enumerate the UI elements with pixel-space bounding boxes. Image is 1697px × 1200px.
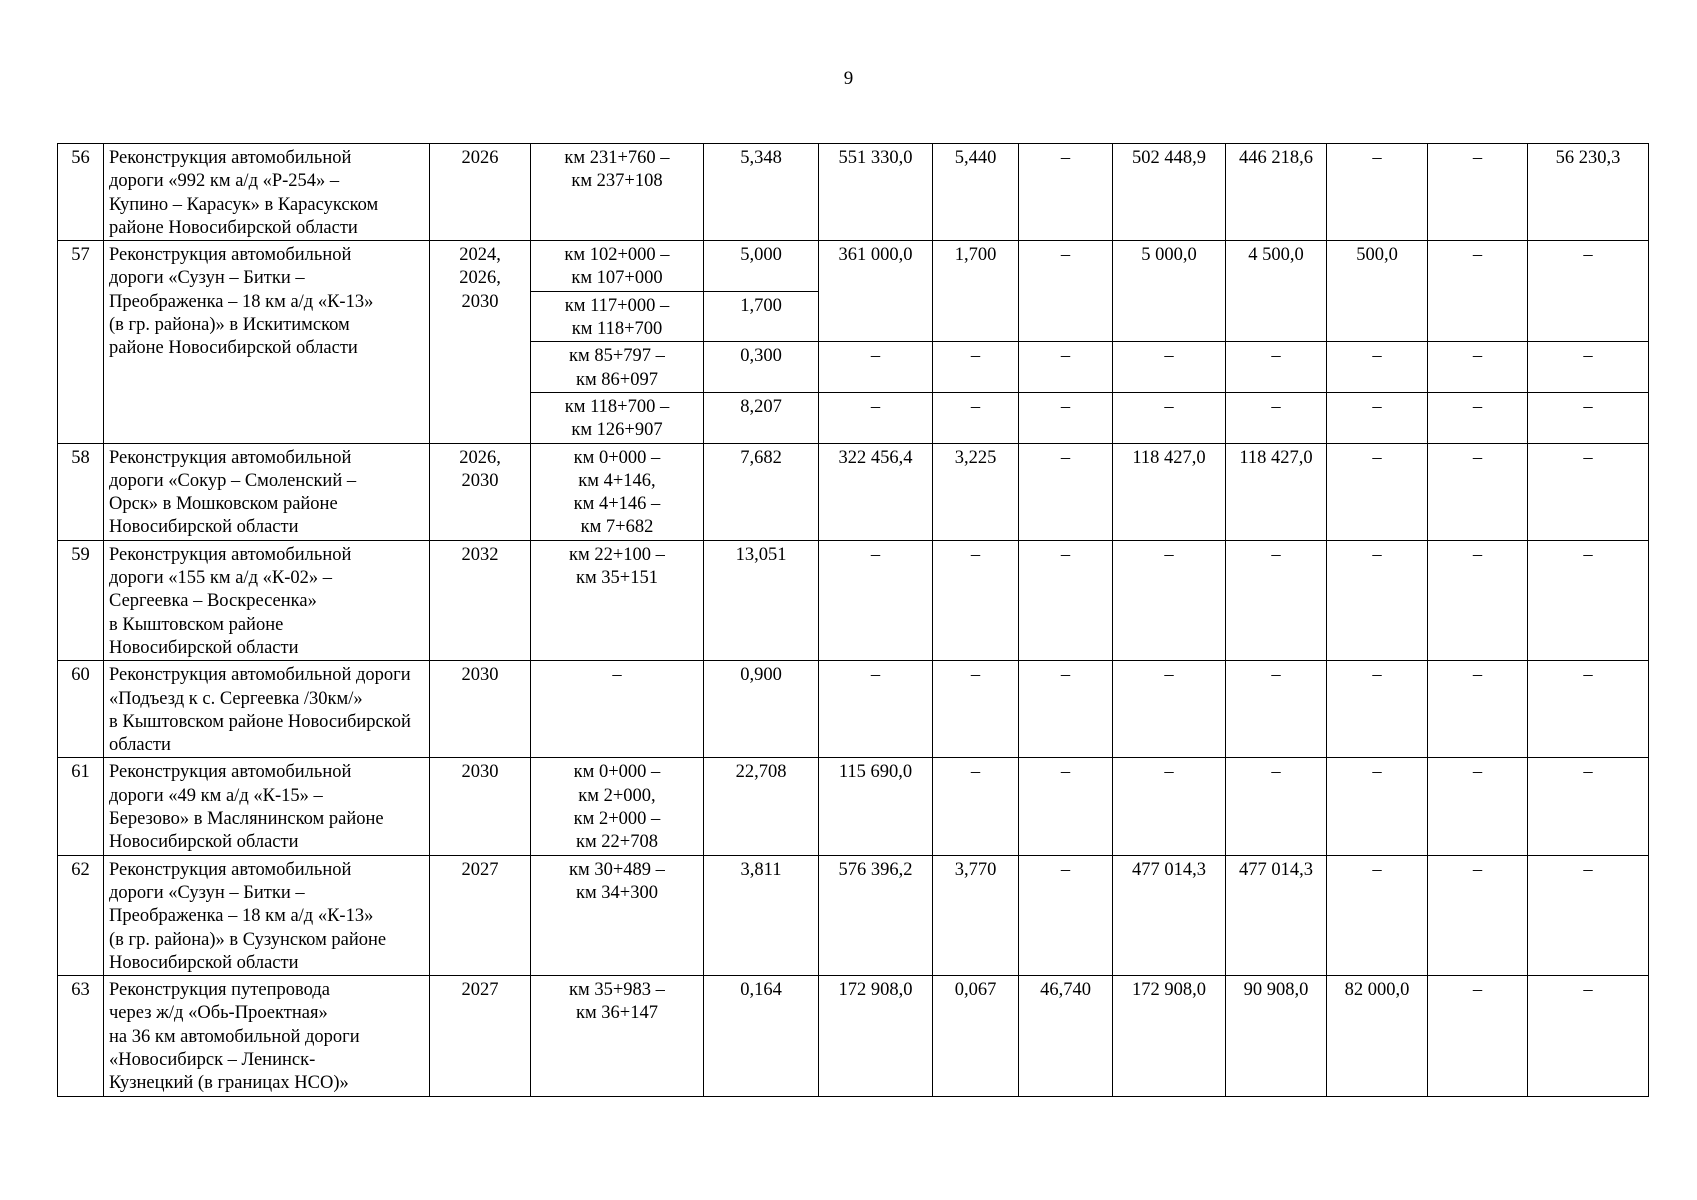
value-cell: – (819, 392, 933, 443)
text-line: 2026 (461, 148, 499, 168)
text-line: в Кыштовском районе (109, 614, 284, 635)
value-cell: – (1428, 342, 1528, 393)
object-name-cell (104, 661, 430, 758)
text-line: через ж/д «Обь-Проектная» (109, 1003, 328, 1024)
row-number-cell: 61 (58, 758, 104, 855)
text-line: км 2+000, (578, 785, 656, 806)
length-cell: 7,682 (704, 443, 819, 540)
years-cell (430, 976, 531, 1096)
table-row (58, 661, 1649, 758)
text-line: 2026, (459, 268, 501, 289)
row-number-cell: 56 (58, 144, 104, 241)
table-row (58, 976, 1649, 1096)
years-cell (430, 758, 531, 855)
value-cell: 90 908,0 (1226, 976, 1327, 1096)
km-section-cell (531, 661, 704, 758)
km-section-cell (531, 758, 704, 855)
value-cell: 551 330,0 (819, 144, 933, 241)
value-cell: 446 218,6 (1226, 144, 1327, 241)
value-cell: – (1528, 392, 1649, 443)
value-cell: – (933, 392, 1019, 443)
years-cell (430, 855, 531, 975)
value-cell: 56 230,3 (1528, 144, 1649, 241)
text-line: км 0+000 – (573, 447, 661, 468)
text-line: Преображенка – 18 км а/д «К-13» (109, 291, 374, 312)
text-line: 2027 (461, 980, 499, 1001)
table-row (58, 443, 1649, 540)
text-line: км 237+108 (571, 171, 663, 192)
value-cell: – (1327, 342, 1428, 393)
table-row (58, 855, 1649, 975)
value-cell: – (1528, 855, 1649, 975)
value-cell: – (1327, 540, 1428, 660)
value-cell: – (1226, 540, 1327, 660)
text-line: 2030 (461, 762, 499, 783)
length-cell: 22,708 (704, 758, 819, 855)
value-cell: – (1019, 443, 1113, 540)
text-line: Реконструкция автомобильной (109, 762, 352, 783)
text-line: км 231+760 – (564, 148, 670, 168)
text-line: км 0+000 – (573, 762, 661, 783)
value-cell: – (1019, 855, 1113, 975)
row-number-cell: 59 (58, 540, 104, 660)
text-line: – (612, 665, 622, 686)
text-line: 2030 (461, 665, 499, 686)
length-cell: 0,900 (704, 661, 819, 758)
value-cell: – (1019, 342, 1113, 393)
value-cell: – (933, 540, 1019, 660)
road-reconstruction-table (57, 143, 1649, 1097)
text-line: дороги «Сокур – Смоленский – (109, 470, 357, 491)
object-name-cell (104, 758, 430, 855)
row-number-cell: 57 (58, 241, 104, 443)
value-cell: – (1528, 758, 1649, 855)
value-cell: – (1528, 241, 1649, 342)
text-line: км 117+000 – (564, 295, 670, 316)
value-cell: – (1226, 661, 1327, 758)
table-row (58, 241, 1649, 292)
text-line: Реконструкция автомобильной дороги (109, 665, 411, 686)
value-cell: 322 456,4 (819, 443, 933, 540)
row-number-cell: 58 (58, 443, 104, 540)
value-cell: 477 014,3 (1226, 855, 1327, 975)
value-cell: – (1113, 661, 1226, 758)
value-cell: 361 000,0 (819, 241, 933, 342)
value-cell: – (1327, 144, 1428, 241)
value-cell: – (933, 342, 1019, 393)
text-line: км 22+100 – (569, 544, 665, 565)
text-line: (в гр. района)» в Сузунском районе (109, 929, 387, 950)
value-cell: – (1428, 661, 1528, 758)
value-cell: – (1528, 443, 1649, 540)
text-line: км 2+000 – (573, 809, 661, 830)
value-cell: 5 000,0 (1113, 241, 1226, 342)
value-cell: – (819, 661, 933, 758)
value-cell: – (1226, 342, 1327, 393)
value-cell: – (1428, 443, 1528, 540)
object-name-cell (104, 241, 430, 443)
value-cell: – (1428, 241, 1528, 342)
text-line: Сергеевка – Воскресенка» (109, 591, 317, 612)
value-cell: – (1428, 144, 1528, 241)
text-line: Реконструкция автомобильной (109, 245, 352, 266)
text-line: дороги «49 км а/д «К-15» – (109, 785, 323, 806)
value-cell: 118 427,0 (1226, 443, 1327, 540)
km-section-cell (531, 342, 704, 393)
text-line: «Подъезд к с. Сергеевка /30км/» (109, 688, 363, 709)
text-line: Кузнецкий (в границах НСО)» (109, 1073, 349, 1094)
km-section-cell (531, 976, 704, 1096)
years-cell (430, 443, 531, 540)
text-line: 2024, (459, 245, 501, 266)
text-line: км 7+682 (580, 517, 654, 538)
row-number-cell: 62 (58, 855, 104, 975)
object-name-cell (104, 144, 430, 241)
value-cell: – (1226, 392, 1327, 443)
value-cell: – (933, 758, 1019, 855)
table-row (58, 758, 1649, 855)
km-section-cell (531, 443, 704, 540)
length-cell: 1,700 (704, 291, 819, 342)
text-line: Реконструкция автомобильной (109, 148, 352, 168)
text-line: на 36 км автомобильной дороги (109, 1026, 360, 1047)
value-cell: – (1327, 661, 1428, 758)
value-cell: – (1428, 855, 1528, 975)
km-section-cell (531, 291, 704, 342)
length-cell: 0,164 (704, 976, 819, 1096)
object-name-cell (104, 540, 430, 660)
text-line: км 4+146 – (573, 494, 661, 515)
text-line: Новосибирской области (109, 637, 299, 658)
value-cell: – (1327, 392, 1428, 443)
text-line: 2030 (461, 470, 499, 491)
value-cell: – (819, 540, 933, 660)
text-line: 2032 (461, 544, 499, 565)
text-line: км 22+708 (575, 832, 658, 853)
km-section-cell (531, 392, 704, 443)
value-cell: – (1113, 540, 1226, 660)
km-section-cell (531, 241, 704, 292)
value-cell: 3,770 (933, 855, 1019, 975)
value-cell: 500,0 (1327, 241, 1428, 342)
text-line: Новосибирской области (109, 832, 299, 853)
value-cell: 172 908,0 (819, 976, 933, 1096)
row-number-cell: 63 (58, 976, 104, 1096)
km-section-cell (531, 855, 704, 975)
length-cell: 0,300 (704, 342, 819, 393)
value-cell: 477 014,3 (1113, 855, 1226, 975)
value-cell: – (1528, 976, 1649, 1096)
length-cell: 13,051 (704, 540, 819, 660)
value-cell: – (1327, 443, 1428, 540)
length-cell: 5,348 (704, 144, 819, 241)
table-row (58, 144, 1649, 241)
text-line: дороги «155 км а/д «К-02» – (109, 568, 332, 589)
text-line: дороги «Сузун – Битки – (109, 268, 305, 289)
value-cell: 4 500,0 (1226, 241, 1327, 342)
value-cell: 3,225 (933, 443, 1019, 540)
value-cell: – (1113, 342, 1226, 393)
text-line: км 30+489 – (569, 859, 665, 880)
value-cell: 1,700 (933, 241, 1019, 342)
page-number: 9 (843, 68, 854, 89)
value-cell: – (1528, 661, 1649, 758)
value-cell: – (1019, 661, 1113, 758)
text-line: 2026, (459, 447, 501, 468)
value-cell: 118 427,0 (1113, 443, 1226, 540)
text-line: 2027 (461, 859, 499, 880)
value-cell: – (1428, 392, 1528, 443)
value-cell: – (1113, 392, 1226, 443)
object-name-cell (104, 855, 430, 975)
years-cell (430, 241, 531, 443)
text-line: км 35+151 (575, 568, 658, 589)
text-line: км 107+000 (571, 268, 663, 289)
value-cell: – (1019, 392, 1113, 443)
years-cell (430, 540, 531, 660)
value-cell: 46,740 (1019, 976, 1113, 1096)
text-line: км 85+797 – (569, 346, 665, 367)
value-cell: 115 690,0 (819, 758, 933, 855)
value-cell: – (1226, 758, 1327, 855)
object-name-cell (104, 976, 430, 1096)
value-cell: 0,067 (933, 976, 1019, 1096)
text-line: районе Новосибирской области (109, 338, 358, 359)
value-cell: 5,440 (933, 144, 1019, 241)
value-cell: – (1019, 144, 1113, 241)
text-line: Преображенка – 18 км а/д «К-13» (109, 906, 374, 927)
value-cell: – (1327, 758, 1428, 855)
value-cell: 172 908,0 (1113, 976, 1226, 1096)
text-line: дороги «992 км а/д «Р-254» – (109, 171, 340, 192)
text-line: км 36+147 (575, 1003, 658, 1024)
text-line: Купино – Карасук» в Карасукском (109, 194, 379, 215)
value-cell: 82 000,0 (1327, 976, 1428, 1096)
value-cell: – (1528, 540, 1649, 660)
value-cell: – (1428, 976, 1528, 1096)
length-cell: 3,811 (704, 855, 819, 975)
value-cell: – (1428, 540, 1528, 660)
text-line: км 86+097 (575, 369, 658, 390)
text-line: «Новосибирск – Ленинск- (109, 1049, 316, 1070)
value-cell: – (933, 661, 1019, 758)
value-cell: 576 396,2 (819, 855, 933, 975)
years-cell (430, 661, 531, 758)
text-line: Новосибирской области (109, 517, 299, 538)
text-line: км 118+700 (571, 319, 663, 340)
object-name-cell (104, 443, 430, 540)
value-cell: – (1019, 540, 1113, 660)
text-line: Новосибирской области (109, 952, 299, 973)
value-cell: – (1327, 855, 1428, 975)
text-line: Березово» в Маслянинском районе (109, 809, 384, 830)
text-line: 2030 (461, 291, 499, 312)
text-line: области (109, 735, 171, 756)
value-cell: – (1113, 758, 1226, 855)
km-section-cell (531, 144, 704, 241)
length-cell: 8,207 (704, 392, 819, 443)
km-section-cell (531, 540, 704, 660)
text-line: Орск» в Мошковском районе (109, 494, 338, 515)
text-line: Реконструкция путепровода (109, 980, 330, 1001)
text-line: Реконструкция автомобильной (109, 544, 352, 565)
value-cell: 502 448,9 (1113, 144, 1226, 241)
text-line: (в гр. района)» в Искитимском (109, 315, 350, 336)
value-cell: – (1428, 758, 1528, 855)
text-line: км 35+983 – (569, 980, 665, 1001)
length-cell: 5,000 (704, 241, 819, 292)
text-line: км 118+700 – (564, 396, 670, 417)
value-cell: – (1528, 342, 1649, 393)
text-line: дороги «Сузун – Битки – (109, 882, 305, 903)
value-cell: – (819, 342, 933, 393)
value-cell: – (1019, 758, 1113, 855)
value-cell: – (1019, 241, 1113, 342)
text-line: в Кыштовском районе Новосибирской (109, 711, 411, 732)
text-line: Реконструкция автомобильной (109, 447, 352, 468)
row-number-cell: 60 (58, 661, 104, 758)
text-line: районе Новосибирской области (109, 217, 358, 238)
text-line: км 4+146, (578, 470, 656, 491)
table-row (58, 540, 1649, 660)
text-line: км 126+907 (571, 420, 663, 441)
text-line: км 34+300 (575, 882, 658, 903)
text-line: Реконструкция автомобильной (109, 859, 352, 880)
text-line: км 102+000 – (564, 245, 670, 266)
years-cell (430, 144, 531, 241)
